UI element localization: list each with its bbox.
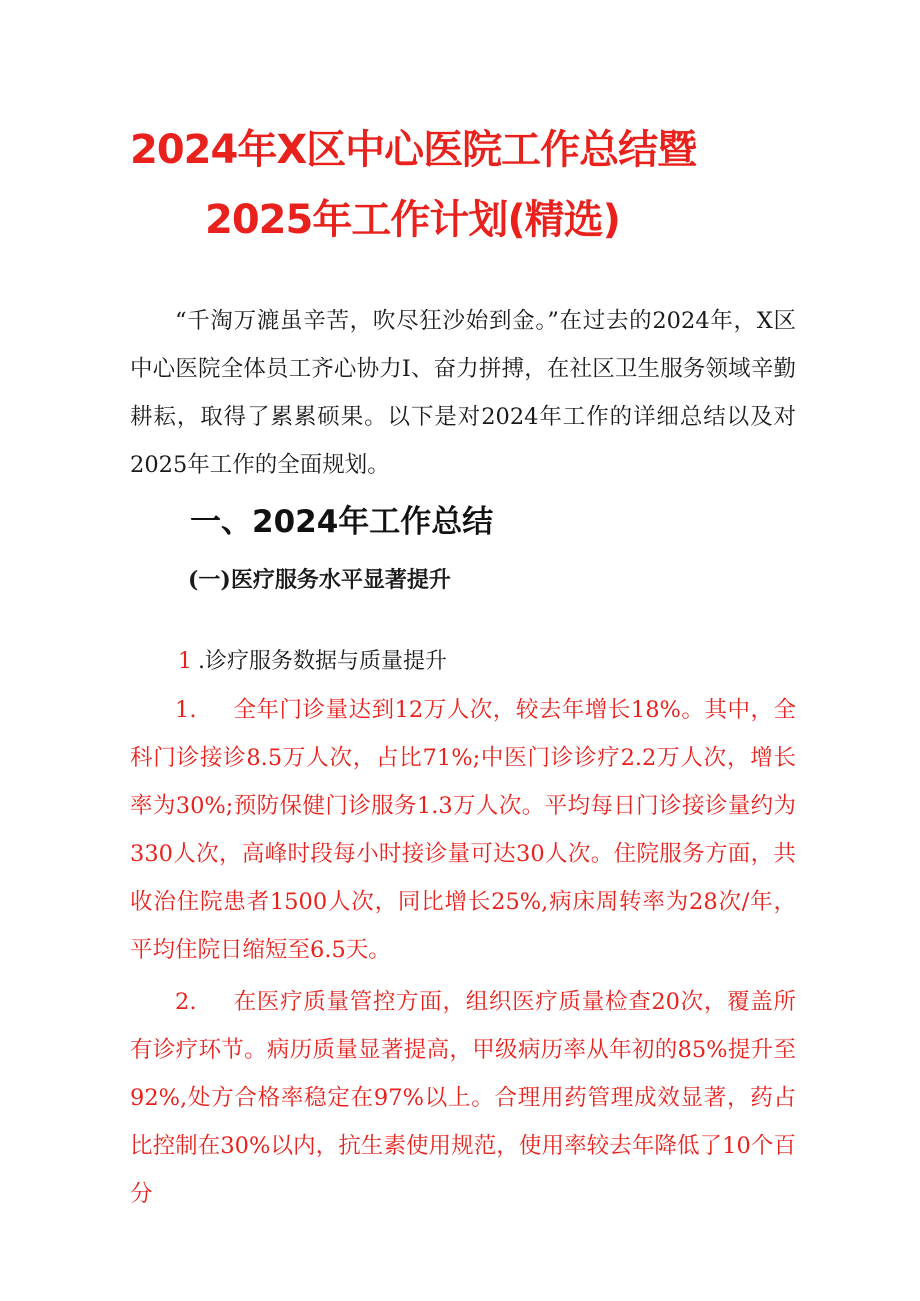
list-item-text: 在医疗质量管控方面，组织医疗质量检查20次，覆盖所有诊疗环节。病历质量显著提高，甲级病历率从年初的85%提升至92%,处方合格率稳定在97%以上。合理用药管理成效显著，药占比控制在30%以内，抗生素使用规范，使用率较去年降低了10个百分 xyxy=(130,989,796,1207)
list-item-number: 1. xyxy=(175,697,197,723)
sub-item-number: 1 xyxy=(178,649,192,674)
list-item-text: 全年门诊量达到12万人次，较去年增长18%。其中，全科门诊接诊8.5万人次，占比71%;中医门诊诊疗2.2万人次，增长率为30%;预防保健门诊服务1.3万人次。平均每日门诊接诊量约为330人次，高峰时段每小时接诊量可达30人次。住院服务方面，共收治住院患者1500人次，同比增长25%,病床周转率为28次/年，平均住院日缩短至6.5天。 xyxy=(130,697,796,963)
list-item-1 xyxy=(130,686,796,974)
sub-item-title: .诊疗服务数据与质量提升 xyxy=(198,649,447,674)
sub-item-heading xyxy=(178,642,447,682)
section-heading: 一、2024年工作总结 xyxy=(190,504,494,540)
list-item-number: 2. xyxy=(175,989,197,1015)
intro-paragraph: “千淘万漉虽辛苦，吹尽狂沙始到金。”在过去的2024年，X区中心医院全体员工齐心协力I、奋力拼搏，在社区卫生服务领域辛勤耕耘，取得了累累硕果。以下是对2024年工作的详细总结以及对2025年工作的全面规划。 xyxy=(130,308,796,478)
list-item-2 xyxy=(130,978,796,1218)
document-title-line-1: 2024年X区中心医院工作总结暨 xyxy=(130,127,697,173)
document-title-line-2: 2025年工作计划(精选) xyxy=(205,197,620,243)
subsection-heading: (一)医疗服务水平显著提升 xyxy=(188,567,451,593)
